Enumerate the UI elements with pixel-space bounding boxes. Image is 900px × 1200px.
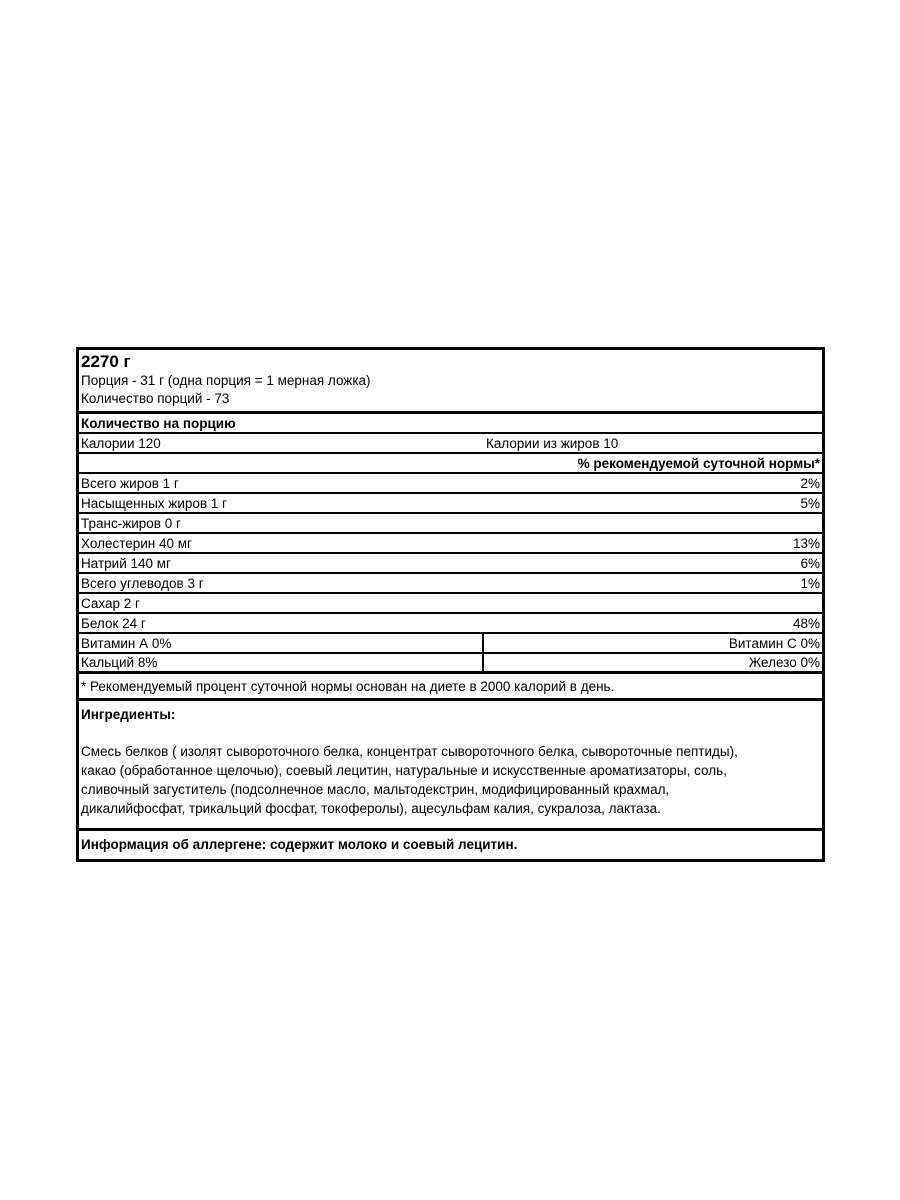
nutrient-name: Сахар 2 г <box>81 595 140 611</box>
calcium: Кальций 8% <box>79 654 484 671</box>
nutrient-name: Насыщенных жиров 1 г <box>81 495 227 511</box>
label-header <box>79 350 822 414</box>
portion-size: Порция - 31 г (одна порция = 1 мерная ложка) <box>81 373 371 388</box>
nutrient-row <box>79 594 822 614</box>
amount-per-serving: Количество на порцию <box>81 415 236 431</box>
nutrient-name: Холестерин 40 мг <box>81 535 192 551</box>
nutrient-row <box>79 554 822 574</box>
ingredients-line: дикалийфосфат, трикальций фосфат, токоферолы), ацесульфам калия, сукралоза, лактаза. <box>81 801 661 816</box>
ingredients-line: Смесь белков ( изолят сывороточного белка, концентрат сывороточного белка, сывороточные пептиды), <box>81 744 738 759</box>
nutrient-row <box>79 474 822 494</box>
product-weight: 2270 г <box>81 352 131 371</box>
nutrient-name: Транс-жиров 0 г <box>81 515 181 531</box>
nutrient-name: Белок 24 г <box>81 615 146 631</box>
ingredients-title: Ингредиенты: <box>81 707 176 722</box>
nutrient-dv: 5% <box>800 495 820 511</box>
iron: Железо 0% <box>748 655 820 670</box>
vitamin-a: Витамин А 0% <box>79 634 484 652</box>
nutrient-dv: 1% <box>800 575 820 591</box>
nutrient-name: Всего жиров 1 г <box>81 475 179 491</box>
ingredients-line: сливочный загуститель (подсолнечное масло, мальтодекстрин, модифицированный крахмал, <box>81 782 670 797</box>
nutrient-dv: 48% <box>792 615 820 631</box>
nutrition-label <box>76 347 825 862</box>
nutrient-name: Всего углеводов 3 г <box>81 575 204 591</box>
vitamin-row <box>79 634 822 654</box>
nutrient-dv: 13% <box>792 535 820 551</box>
amount-per-serving-row <box>79 414 822 434</box>
calories-row <box>79 434 822 454</box>
mineral-row <box>79 654 822 674</box>
daily-value-header-row <box>79 454 822 474</box>
calories-from-fat: Калории из жиров 10 <box>486 435 619 451</box>
nutrient-row <box>79 534 822 554</box>
nutrient-row <box>79 494 822 514</box>
daily-value-footnote: * Рекомендуемый процент суточной нормы основан на диете в 2000 калорий в день. <box>79 674 822 701</box>
nutrient-name: Натрий 140 мг <box>81 555 171 571</box>
calories: Калории 120 <box>81 435 161 451</box>
ingredients-line: какао (обработанное щелочью), соевый лецитин, натуральные и искусственные ароматизаторы, соль, <box>81 763 727 778</box>
daily-value-header: % рекомендуемой суточной нормы* <box>577 455 820 471</box>
nutrient-row <box>79 514 822 534</box>
ingredients-section <box>79 701 822 831</box>
nutrient-row <box>79 614 822 634</box>
nutrient-dv: 6% <box>800 555 820 571</box>
vitamin-c: Витамин С 0% <box>728 635 820 651</box>
nutrient-row <box>79 574 822 594</box>
allergen-info: Информация об аллергене: содержит молоко и соевый лецитин. <box>81 837 518 852</box>
servings-count: Количество порций - 73 <box>81 391 230 406</box>
nutrient-dv: 2% <box>800 475 820 491</box>
